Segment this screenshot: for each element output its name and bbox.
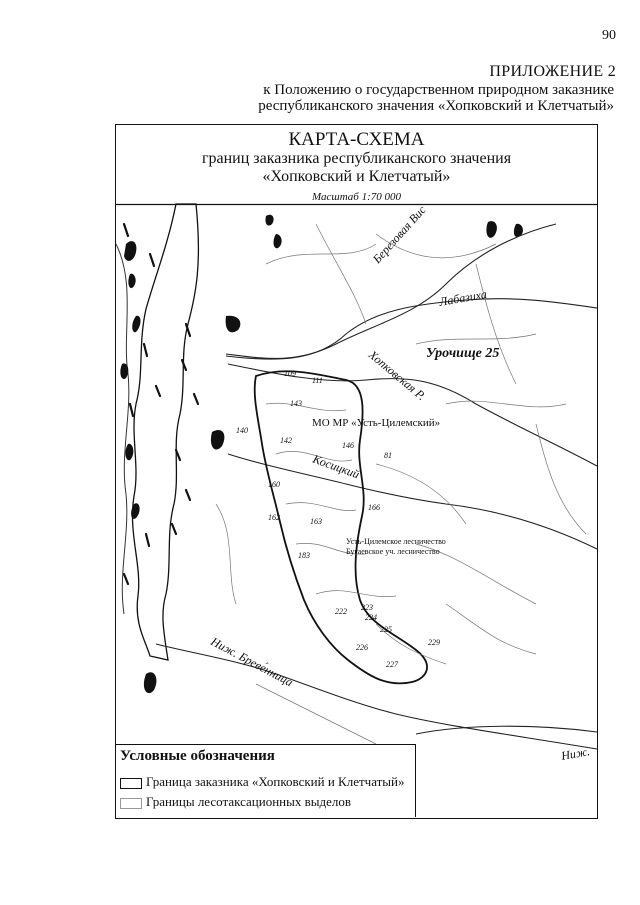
map-scale: Масштаб 1:70 000: [312, 191, 401, 203]
compartment-223: 223: [361, 603, 373, 612]
map-title: КАРТА-СХЕМА: [288, 129, 425, 150]
compartment-111: 111: [312, 376, 323, 385]
map-subtitle-1: границ заказника республиканского значения: [201, 150, 512, 167]
label-forestry-1: Усть-Цилемское лесничество: [346, 537, 446, 546]
appendix-title: ПРИЛОЖЕНИЕ 2: [489, 63, 616, 80]
compartment-166: 166: [368, 503, 380, 512]
label-urochishche: Урочище 25: [426, 346, 500, 361]
river-pechora: [132, 204, 198, 660]
label-khopkovskaya: Хопковская Р.: [366, 347, 429, 404]
legend-title: Условные обозначения: [120, 748, 275, 764]
river-pechora-bank: [116, 244, 129, 614]
page-number: 90: [602, 28, 616, 43]
appendix-line-2: к Положению о государственном природном заказнике: [263, 82, 614, 98]
river-labazikha: [226, 299, 597, 359]
label-nizh: Ниж.: [560, 744, 591, 763]
compartment-140: 140: [236, 426, 248, 435]
compartment-160: 160: [268, 480, 280, 489]
compartment-226: 226: [356, 643, 368, 652]
legend-item-label: Граница заказника «Хопковский и Клетчатый»: [146, 774, 405, 789]
label-labazikha: Лабазиха: [438, 286, 488, 309]
compartment-146: 146: [342, 441, 354, 450]
legend-item-label: Границы лесотаксационных выделов: [146, 794, 351, 809]
map-subtitle-2: «Хопковский и Клетчатый»: [262, 168, 451, 185]
compartment-81: 81: [384, 451, 392, 460]
legend: [116, 744, 416, 817]
compartment-224: 224: [365, 613, 377, 622]
compartment-143: 143: [290, 399, 302, 408]
compartment-227: 227: [386, 660, 398, 669]
compartment-225: 225: [380, 625, 392, 634]
compartment-boundary-swatch: [120, 798, 142, 809]
compartment-229: 229: [428, 638, 440, 647]
label-municipality: МО МР «Усть-Цилемский»: [312, 417, 441, 429]
legend-item-compartment-boundary: [120, 794, 351, 810]
legend-item-reserve-boundary: [120, 774, 405, 790]
label-berezovaya: Березовая Вис: [369, 202, 429, 267]
compartment-numbers: [236, 369, 440, 669]
compartment-183: 183: [298, 551, 310, 560]
label-nizh-brevennitsa: Ниж. Бреве́нница: [208, 634, 296, 690]
appendix-line-3: республиканского значения «Хопковский и Клетчатый»: [258, 98, 614, 114]
compartment-222: 222: [335, 607, 347, 616]
compartment-163: 163: [310, 517, 322, 526]
label-forestry-2: Бугаевское уч. лесничество: [346, 547, 440, 556]
compartment-162: 162: [268, 513, 280, 522]
reserve-boundary-swatch: [120, 778, 142, 789]
river-brevennitsa: [156, 644, 597, 749]
label-kosyutsky: Косицкий: [310, 451, 362, 482]
river-nizh: [416, 726, 597, 734]
compartment-142: 142: [280, 436, 292, 445]
tributaries: [156, 224, 597, 749]
compartment-109: 109: [284, 369, 296, 378]
